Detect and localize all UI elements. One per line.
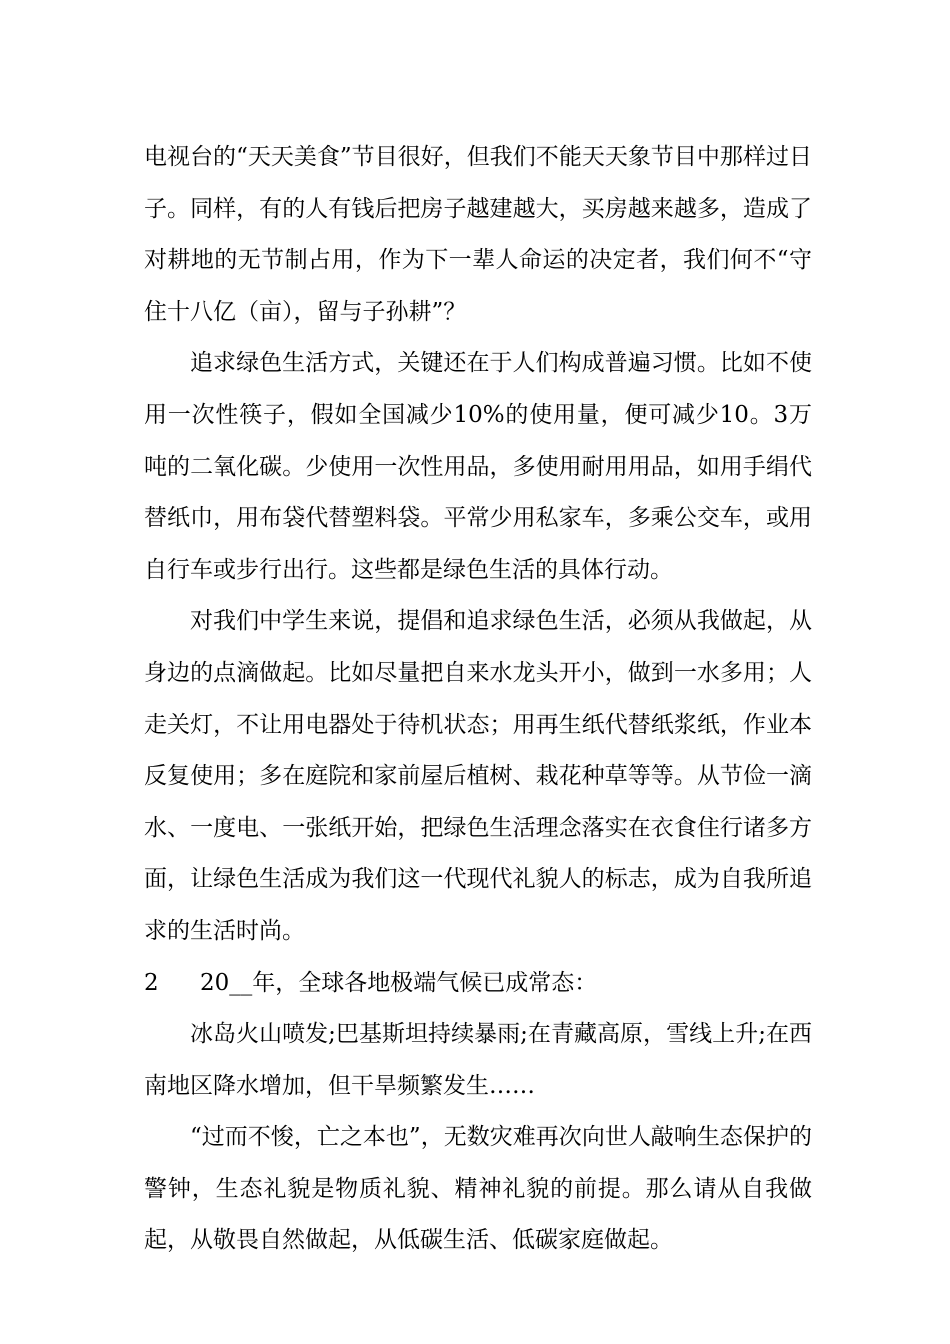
paragraph-4: 冰岛火山喷发;巴基斯坦持续暴雨;在青藏高原，雪线上升;在西南地区降水增加，但干旱频繁发生…… xyxy=(144,1021,812,1099)
numbered-heading xyxy=(144,958,812,1010)
paragraph-3: 对我们中学生来说，提倡和追求绿色生活，必须从我做起，从身边的点滴做起。比如尽量把自来水龙头开小，做到一水多用；人走关灯，不让用电器处于待机状态；用再生纸代替纸浆纸，作业本反复使用；多在庭院和家前屋后植树、栽花种草等等。从节俭一滴水、一度电、一张纸开始，把绿色生活理念落实在衣食住行诸多方面，让绿色生活成为我们这一代现代礼貌人的标志，成为自我所追求的生活时尚。 xyxy=(144,608,812,944)
paragraph-5: “过而不悛，亡之本也”，无数灾难再次向世人敲响生态保护的警钟，生态礼貌是物质礼貌、精神礼貌的前提。那么请从自我做起，从敬畏自然做起，从低碳生活、低碳家庭做起。 xyxy=(144,1124,812,1254)
section-heading-text: 20__年，全球各地极端气候已成常态： xyxy=(200,969,598,996)
section-number: 2 xyxy=(144,969,159,996)
paragraph-1: 电视台的“天天美食”节目很好，但我们不能天天象节目中那样过日子。同样，有的人有钱后把房子越建越大，买房越来越多，造成了对耕地的无节制占用，作为下一辈人命运的决定者，我们何不“守住十八亿（亩），留与子孙耕”？ xyxy=(144,144,812,325)
document-body xyxy=(144,132,812,1267)
paragraph-2: 追求绿色生活方式，关键还在于人们构成普遍习惯。比如不使用一次性筷子，假如全国减少10%的使用量，便可减少10。3万吨的二氧化碳。少使用一次性用品，多使用耐用用品，如用手绢代替纸巾，用布袋代替塑料袋。平常少用私家车，多乘公交车，或用自行车或步行出行。这些都是绿色生活的具体行动。 xyxy=(144,350,812,583)
